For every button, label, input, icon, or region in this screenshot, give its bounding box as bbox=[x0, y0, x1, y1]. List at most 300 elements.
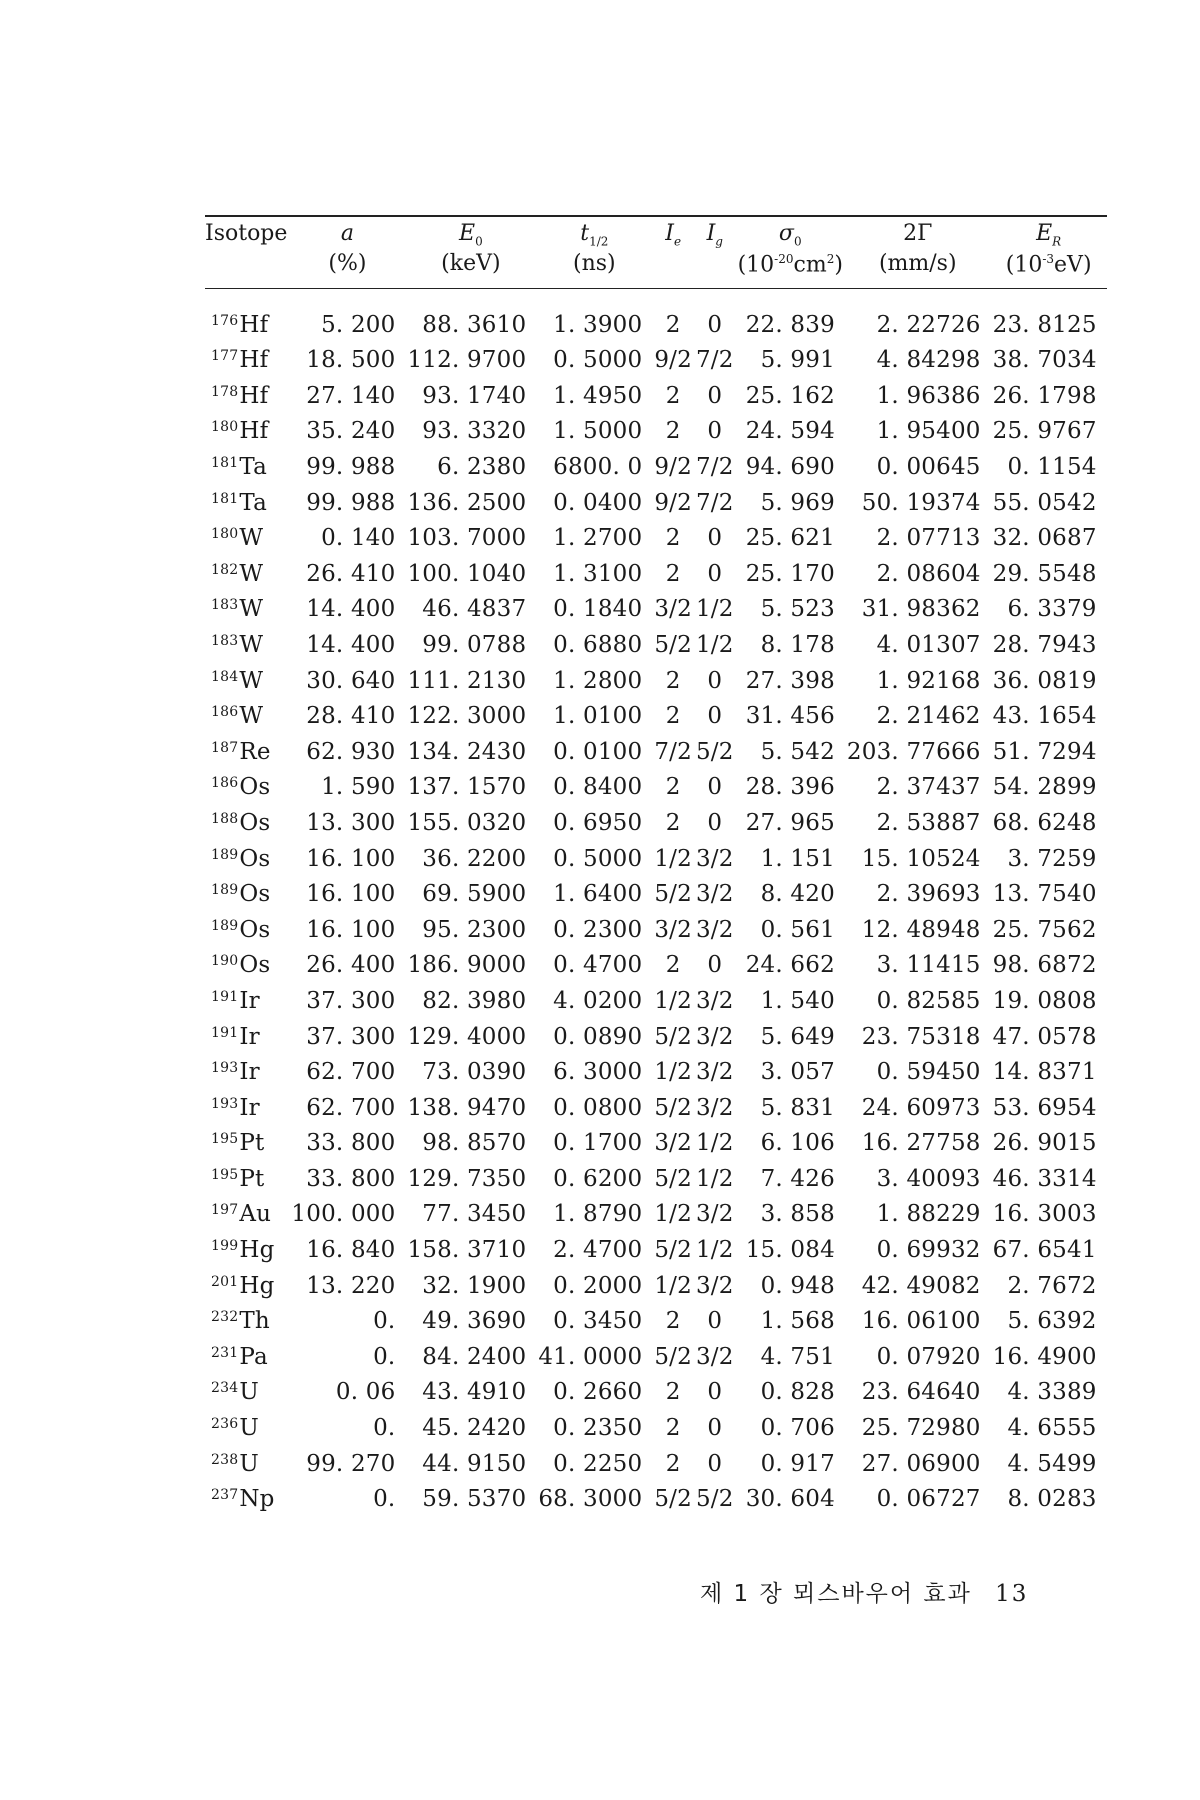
cell-isotope: $^{238}$U bbox=[211, 1450, 259, 1477]
cell-er: 68. 6248 bbox=[992, 809, 1097, 836]
cell-ig: 3/2 bbox=[695, 1094, 734, 1121]
cell-gamma: 31. 98362 bbox=[861, 596, 981, 623]
cell-gamma: 2. 53887 bbox=[876, 809, 981, 836]
cell-gamma: 1. 96386 bbox=[876, 382, 981, 409]
table-row bbox=[205, 948, 1107, 984]
cell-er: 25. 7562 bbox=[992, 916, 1097, 943]
cell-e0: 45. 2420 bbox=[422, 1415, 527, 1442]
cell-t: 0. 1700 bbox=[553, 1130, 643, 1157]
cell-t: 0. 0100 bbox=[553, 738, 643, 765]
cell-e0: 99. 0788 bbox=[422, 631, 527, 658]
page-number: 13 bbox=[995, 1581, 1029, 1607]
cell-sigma: 3. 858 bbox=[760, 1201, 835, 1228]
cell-er: 25. 9767 bbox=[992, 418, 1097, 445]
cell-ie: 2 bbox=[665, 560, 681, 587]
cell-isotope: $^{191}$Ir bbox=[211, 1023, 260, 1050]
cell-isotope: $^{189}$Os bbox=[211, 881, 271, 908]
cell-e0: 77. 3450 bbox=[422, 1201, 527, 1228]
cell-er: 4. 3389 bbox=[1007, 1379, 1097, 1406]
cell-a: 37. 300 bbox=[306, 987, 396, 1014]
cell-e0: 136. 2500 bbox=[407, 489, 527, 516]
cell-er: 67. 6541 bbox=[992, 1237, 1097, 1264]
cell-isotope: $^{177}$Hf bbox=[211, 347, 269, 374]
cell-t: 0. 5000 bbox=[553, 845, 643, 872]
cell-er: 47. 0578 bbox=[992, 1023, 1097, 1050]
cell-gamma: 0. 69932 bbox=[876, 1237, 981, 1264]
cell-gamma: 0. 59450 bbox=[876, 1059, 981, 1086]
cell-e0: 6. 2380 bbox=[437, 454, 527, 480]
cell-er: 55. 0542 bbox=[992, 489, 1097, 516]
cell-ig: 7/2 bbox=[695, 454, 734, 480]
cell-a: 62. 700 bbox=[306, 1059, 396, 1086]
cell-t: 0. 6950 bbox=[553, 809, 643, 836]
cell-isotope: $^{195}$Pt bbox=[211, 1165, 265, 1192]
cell-sigma: 1. 568 bbox=[760, 1308, 835, 1335]
cell-gamma: 42. 49082 bbox=[861, 1272, 981, 1299]
cell-er: 32. 0687 bbox=[992, 525, 1097, 552]
cell-t: 41. 0000 bbox=[538, 1343, 643, 1370]
cell-a: 26. 400 bbox=[306, 952, 396, 979]
cell-t: 0. 2000 bbox=[553, 1272, 643, 1299]
cell-ig: 0 bbox=[707, 525, 723, 552]
cell-ie: 5/2 bbox=[654, 1094, 692, 1121]
cell-ie: 2 bbox=[665, 703, 681, 730]
cell-sigma: 0. 561 bbox=[760, 916, 835, 943]
cell-er: 38. 7034 bbox=[992, 347, 1097, 374]
cell-ig: 1/2 bbox=[695, 1130, 734, 1157]
cell-gamma: 2. 08604 bbox=[876, 560, 981, 587]
cell-a: 0. bbox=[373, 1308, 396, 1335]
cell-sigma: 0. 706 bbox=[760, 1415, 835, 1442]
table-row bbox=[205, 912, 1107, 948]
cell-isotope: $^{234}$U bbox=[211, 1379, 259, 1406]
cell-gamma: 0. 82585 bbox=[876, 987, 981, 1014]
table-row bbox=[205, 806, 1107, 842]
cell-a: 14. 400 bbox=[306, 596, 396, 623]
cell-isotope: $^{193}$Ir bbox=[211, 1094, 260, 1121]
cell-ie: 1/2 bbox=[654, 987, 692, 1014]
table-row bbox=[205, 592, 1107, 628]
cell-er: 0. 1154 bbox=[1007, 454, 1097, 480]
cell-ie: 5/2 bbox=[654, 1165, 692, 1192]
cell-gamma: 16. 06100 bbox=[861, 1308, 981, 1335]
cell-gamma: 4. 01307 bbox=[876, 631, 981, 658]
cell-gamma: 2. 22726 bbox=[876, 311, 981, 338]
cell-ie: 9/2 bbox=[654, 489, 692, 516]
cell-sigma: 5. 523 bbox=[760, 596, 835, 623]
cell-er: 54. 2899 bbox=[992, 774, 1097, 801]
cell-isotope: $^{187}$Re bbox=[211, 738, 271, 765]
cell-a: 37. 300 bbox=[306, 1023, 396, 1050]
cell-er: 13. 7540 bbox=[992, 881, 1097, 908]
cell-ig: 0 bbox=[707, 311, 723, 338]
cell-sigma: 8. 420 bbox=[760, 881, 835, 908]
col-header-ie: $I_e$ bbox=[652, 216, 694, 289]
cell-isotope: $^{180}$W bbox=[211, 525, 264, 552]
table-row bbox=[205, 1411, 1107, 1447]
cell-gamma: 23. 75318 bbox=[861, 1023, 981, 1050]
cell-ie: 2 bbox=[665, 418, 681, 445]
cell-gamma: 1. 95400 bbox=[876, 418, 981, 445]
cell-isotope: $^{186}$Os bbox=[211, 774, 271, 801]
cell-e0: 93. 1740 bbox=[422, 382, 527, 409]
cell-isotope: $^{201}$Hg bbox=[211, 1272, 275, 1299]
cell-t: 1. 2700 bbox=[553, 525, 643, 552]
table-row bbox=[205, 1482, 1107, 1518]
cell-isotope: $^{193}$Ir bbox=[211, 1059, 260, 1086]
cell-ie: 2 bbox=[665, 311, 681, 338]
cell-gamma: 203. 77666 bbox=[846, 738, 981, 765]
cell-e0: 82. 3980 bbox=[422, 987, 527, 1014]
cell-sigma: 15. 084 bbox=[745, 1237, 835, 1264]
cell-sigma: 94. 690 bbox=[745, 454, 835, 480]
cell-a: 0. 06 bbox=[335, 1379, 396, 1406]
cell-a: 28. 410 bbox=[306, 703, 396, 730]
cell-isotope: $^{181}$Ta bbox=[211, 454, 267, 480]
table-row bbox=[205, 1233, 1107, 1269]
cell-ig: 0 bbox=[707, 774, 723, 801]
cell-t: 0. 6880 bbox=[553, 631, 643, 658]
cell-gamma: 50. 19374 bbox=[861, 489, 981, 516]
table-row bbox=[205, 521, 1107, 557]
cell-isotope: $^{183}$W bbox=[211, 596, 264, 623]
cell-sigma: 0. 948 bbox=[760, 1272, 835, 1299]
cell-e0: 69. 5900 bbox=[422, 881, 527, 908]
cell-sigma: 25. 170 bbox=[745, 560, 835, 587]
cell-a: 35. 240 bbox=[306, 418, 396, 445]
cell-t: 0. 0890 bbox=[553, 1023, 643, 1050]
cell-t: 6800. 0 bbox=[553, 454, 643, 480]
cell-gamma: 3. 40093 bbox=[876, 1165, 981, 1192]
cell-sigma: 27. 398 bbox=[745, 667, 835, 694]
cell-ig: 3/2 bbox=[695, 916, 734, 943]
cell-er: 28. 7943 bbox=[992, 631, 1097, 658]
cell-er: 26. 9015 bbox=[992, 1130, 1097, 1157]
cell-e0: 186. 9000 bbox=[407, 952, 527, 979]
cell-sigma: 25. 621 bbox=[745, 525, 835, 552]
cell-isotope: $^{197}$Au bbox=[211, 1201, 272, 1228]
cell-ie: 3/2 bbox=[654, 1130, 692, 1157]
cell-ig: 1/2 bbox=[695, 631, 734, 658]
cell-isotope: $^{180}$Hf bbox=[211, 418, 269, 445]
cell-t: 1. 8790 bbox=[553, 1201, 643, 1228]
table-row bbox=[205, 877, 1107, 913]
cell-ig: 3/2 bbox=[695, 987, 734, 1014]
cell-sigma: 3. 057 bbox=[760, 1059, 835, 1086]
cell-t: 0. 6200 bbox=[553, 1165, 643, 1192]
cell-ig: 0 bbox=[707, 809, 723, 836]
cell-ig: 3/2 bbox=[695, 845, 734, 872]
cell-sigma: 30. 604 bbox=[745, 1486, 835, 1513]
cell-gamma: 12. 48948 bbox=[861, 916, 981, 943]
cell-a: 14. 400 bbox=[306, 631, 396, 658]
col-header-isotope: Isotope bbox=[205, 216, 289, 289]
cell-ie: 5/2 bbox=[654, 1486, 692, 1513]
cell-er: 43. 1654 bbox=[992, 703, 1097, 730]
cell-t: 1. 3100 bbox=[553, 560, 643, 587]
cell-er: 4. 6555 bbox=[1007, 1415, 1097, 1442]
cell-sigma: 5. 831 bbox=[760, 1094, 835, 1121]
cell-t: 0. 1840 bbox=[553, 596, 643, 623]
cell-ig: 3/2 bbox=[695, 881, 734, 908]
cell-a: 100. 000 bbox=[291, 1201, 396, 1228]
cell-a: 16. 100 bbox=[306, 845, 396, 872]
cell-isotope: $^{186}$W bbox=[211, 703, 264, 730]
cell-a: 62. 700 bbox=[306, 1094, 396, 1121]
table-row bbox=[205, 663, 1107, 699]
cell-ie: 2 bbox=[665, 952, 681, 979]
cell-ie: 1/2 bbox=[654, 1059, 692, 1086]
cell-t: 1. 5000 bbox=[553, 418, 643, 445]
cell-er: 14. 8371 bbox=[992, 1059, 1097, 1086]
table-row bbox=[205, 1055, 1107, 1091]
table-row bbox=[205, 414, 1107, 450]
table-row bbox=[205, 1446, 1107, 1482]
cell-sigma: 28. 396 bbox=[745, 774, 835, 801]
cell-gamma: 25. 72980 bbox=[861, 1415, 981, 1442]
cell-e0: 129. 7350 bbox=[407, 1165, 527, 1192]
cell-ig: 3/2 bbox=[695, 1059, 734, 1086]
cell-sigma: 7. 426 bbox=[760, 1165, 835, 1192]
cell-er: 26. 1798 bbox=[992, 382, 1097, 409]
cell-a: 99. 988 bbox=[306, 454, 396, 480]
cell-ie: 1/2 bbox=[654, 1201, 692, 1228]
cell-isotope: $^{182}$W bbox=[211, 560, 264, 587]
cell-t: 0. 4700 bbox=[553, 952, 643, 979]
cell-er: 36. 0819 bbox=[992, 667, 1097, 694]
table-row bbox=[205, 1375, 1107, 1411]
cell-e0: 111. 2130 bbox=[407, 667, 527, 694]
cell-t: 0. 2250 bbox=[553, 1450, 643, 1477]
cell-sigma: 5. 649 bbox=[760, 1023, 835, 1050]
cell-ie: 7/2 bbox=[654, 738, 692, 765]
cell-sigma: 1. 151 bbox=[760, 845, 835, 872]
cell-gamma: 15. 10524 bbox=[861, 845, 981, 872]
cell-ie: 1/2 bbox=[654, 1272, 692, 1299]
cell-t: 0. 8400 bbox=[553, 774, 643, 801]
page-footer bbox=[700, 1575, 1028, 1608]
table-row bbox=[205, 556, 1107, 592]
cell-e0: 158. 3710 bbox=[407, 1237, 527, 1264]
cell-gamma: 24. 60973 bbox=[861, 1094, 981, 1121]
cell-gamma: 23. 64640 bbox=[861, 1379, 981, 1406]
cell-ie: 9/2 bbox=[654, 347, 692, 374]
cell-t: 68. 3000 bbox=[538, 1486, 643, 1513]
cell-ig: 5/2 bbox=[695, 738, 734, 765]
table-row bbox=[205, 984, 1107, 1020]
cell-gamma: 0. 06727 bbox=[876, 1486, 981, 1513]
cell-isotope: $^{195}$Pt bbox=[211, 1130, 265, 1157]
cell-er: 6. 3379 bbox=[1007, 596, 1097, 623]
cell-isotope: $^{181}$Ta bbox=[211, 489, 267, 516]
cell-ie: 5/2 bbox=[654, 1023, 692, 1050]
table-row bbox=[205, 628, 1107, 664]
table-row bbox=[205, 450, 1107, 486]
table-row bbox=[205, 1019, 1107, 1055]
cell-e0: 93. 3320 bbox=[422, 418, 527, 445]
cell-e0: 46. 4837 bbox=[422, 596, 527, 623]
cell-e0: 88. 3610 bbox=[422, 311, 527, 338]
cell-e0: 112. 9700 bbox=[407, 347, 527, 374]
cell-t: 1. 2800 bbox=[553, 667, 643, 694]
cell-a: 0. bbox=[373, 1343, 396, 1370]
cell-t: 6. 3000 bbox=[553, 1059, 643, 1086]
cell-e0: 59. 5370 bbox=[422, 1486, 527, 1513]
cell-er: 3. 7259 bbox=[1007, 845, 1097, 872]
cell-gamma: 2. 21462 bbox=[876, 703, 981, 730]
cell-a: 13. 300 bbox=[306, 809, 396, 836]
cell-ig: 3/2 bbox=[695, 1343, 734, 1370]
table-row bbox=[205, 1340, 1107, 1376]
cell-e0: 129. 4000 bbox=[407, 1023, 527, 1050]
cell-e0: 122. 3000 bbox=[407, 703, 527, 730]
cell-t: 2. 4700 bbox=[553, 1237, 643, 1264]
table-row bbox=[205, 1090, 1107, 1126]
cell-e0: 44. 9150 bbox=[422, 1450, 527, 1477]
cell-ig: 0 bbox=[707, 952, 723, 979]
cell-a: 27. 140 bbox=[306, 382, 396, 409]
cell-sigma: 1. 540 bbox=[760, 987, 835, 1014]
cell-gamma: 3. 11415 bbox=[876, 952, 981, 979]
cell-e0: 155. 0320 bbox=[407, 809, 527, 836]
table-row bbox=[205, 343, 1107, 379]
cell-isotope: $^{237}$Np bbox=[211, 1486, 275, 1513]
cell-a: 99. 270 bbox=[306, 1450, 396, 1477]
cell-ig: 3/2 bbox=[695, 1201, 734, 1228]
cell-a: 16. 840 bbox=[306, 1237, 396, 1264]
cell-ie: 2 bbox=[665, 382, 681, 409]
cell-e0: 36. 2200 bbox=[422, 845, 527, 872]
cell-gamma: 0. 00645 bbox=[876, 454, 981, 480]
cell-t: 1. 6400 bbox=[553, 881, 643, 908]
cell-e0: 32. 1900 bbox=[422, 1272, 527, 1299]
cell-a: 33. 800 bbox=[306, 1165, 396, 1192]
table-row bbox=[205, 1268, 1107, 1304]
cell-ig: 0 bbox=[707, 382, 723, 409]
cell-a: 18. 500 bbox=[306, 347, 396, 374]
cell-ig: 0 bbox=[707, 703, 723, 730]
cell-e0: 43. 4910 bbox=[422, 1379, 527, 1406]
cell-ie: 5/2 bbox=[654, 631, 692, 658]
cell-gamma: 2. 07713 bbox=[876, 525, 981, 552]
table-row bbox=[205, 485, 1107, 521]
cell-e0: 73. 0390 bbox=[422, 1059, 527, 1086]
table-row bbox=[205, 734, 1107, 770]
cell-isotope: $^{189}$Os bbox=[211, 845, 271, 872]
cell-sigma: 27. 965 bbox=[745, 809, 835, 836]
cell-sigma: 25. 162 bbox=[745, 382, 835, 409]
cell-gamma: 27. 06900 bbox=[861, 1450, 981, 1477]
table-row bbox=[205, 770, 1107, 806]
cell-er: 46. 3314 bbox=[992, 1165, 1097, 1192]
cell-t: 0. 2300 bbox=[553, 916, 643, 943]
table-header-row bbox=[205, 216, 1107, 289]
cell-ig: 1/2 bbox=[695, 596, 734, 623]
cell-er: 16. 4900 bbox=[992, 1343, 1097, 1370]
cell-a: 0. bbox=[373, 1415, 396, 1442]
cell-sigma: 24. 662 bbox=[745, 952, 835, 979]
cell-sigma: 5. 969 bbox=[760, 489, 835, 516]
cell-a: 0. 140 bbox=[321, 525, 396, 552]
cell-sigma: 5. 542 bbox=[760, 738, 835, 765]
cell-e0: 103. 7000 bbox=[407, 525, 527, 552]
cell-t: 0. 2660 bbox=[553, 1379, 643, 1406]
cell-t: 1. 0100 bbox=[553, 703, 643, 730]
table-row bbox=[205, 1126, 1107, 1162]
cell-gamma: 1. 92168 bbox=[876, 667, 981, 694]
cell-sigma: 0. 828 bbox=[760, 1379, 835, 1406]
cell-er: 4. 5499 bbox=[1007, 1450, 1097, 1477]
cell-t: 1. 4950 bbox=[553, 382, 643, 409]
cell-er: 19. 0808 bbox=[992, 987, 1097, 1014]
col-header-sigma0: $\sigma_0$ $(10^{-20}cm^2)$ bbox=[736, 216, 845, 289]
cell-ig: 0 bbox=[707, 667, 723, 694]
cell-e0: 84. 2400 bbox=[422, 1343, 527, 1370]
cell-sigma: 8. 178 bbox=[760, 631, 835, 658]
cell-sigma: 6. 106 bbox=[760, 1130, 835, 1157]
cell-gamma: 16. 27758 bbox=[861, 1130, 981, 1157]
cell-a: 13. 220 bbox=[306, 1272, 396, 1299]
cell-ie: 3/2 bbox=[654, 916, 692, 943]
table-row bbox=[205, 841, 1107, 877]
cell-sigma: 4. 751 bbox=[760, 1343, 835, 1370]
cell-a: 62. 930 bbox=[306, 738, 396, 765]
cell-ig: 3/2 bbox=[695, 1272, 734, 1299]
cell-er: 98. 6872 bbox=[992, 952, 1097, 979]
cell-gamma: 2. 39693 bbox=[876, 881, 981, 908]
cell-ig: 0 bbox=[707, 418, 723, 445]
cell-e0: 49. 3690 bbox=[422, 1308, 527, 1335]
cell-e0: 137. 1570 bbox=[407, 774, 527, 801]
cell-ig: 3/2 bbox=[695, 1023, 734, 1050]
cell-ie: 5/2 bbox=[654, 1237, 692, 1264]
cell-isotope: $^{232}$Th bbox=[211, 1308, 270, 1335]
cell-ie: 2 bbox=[665, 809, 681, 836]
cell-gamma: 4. 84298 bbox=[876, 347, 981, 374]
cell-ig: 7/2 bbox=[695, 489, 734, 516]
cell-sigma: 24. 594 bbox=[745, 418, 835, 445]
cell-ig: 0 bbox=[707, 1450, 723, 1477]
cell-sigma: 5. 991 bbox=[760, 347, 835, 374]
cell-isotope: $^{231}$Pa bbox=[211, 1343, 268, 1370]
cell-a: 0. bbox=[373, 1486, 396, 1513]
cell-isotope: $^{189}$Os bbox=[211, 916, 271, 943]
col-header-er: $E_R$ $(10^{-3}eV)$ bbox=[991, 216, 1107, 289]
cell-t: 0. 5000 bbox=[553, 347, 643, 374]
cell-sigma: 0. 917 bbox=[760, 1450, 835, 1477]
col-header-ig: $I_g$ bbox=[694, 216, 736, 289]
cell-a: 16. 100 bbox=[306, 881, 396, 908]
cell-isotope: $^{236}$U bbox=[211, 1415, 259, 1442]
cell-isotope: $^{188}$Os bbox=[211, 809, 271, 836]
table-row bbox=[205, 699, 1107, 735]
cell-isotope: $^{191}$Ir bbox=[211, 987, 260, 1014]
cell-ie: 1/2 bbox=[654, 845, 692, 872]
cell-ie: 2 bbox=[665, 1308, 681, 1335]
cell-er: 23. 8125 bbox=[992, 311, 1097, 338]
col-header-2gamma: 2Γ (mm/s) bbox=[845, 216, 991, 289]
cell-ig: 0 bbox=[707, 1415, 723, 1442]
cell-ig: 5/2 bbox=[695, 1486, 734, 1513]
cell-e0: 138. 9470 bbox=[407, 1094, 527, 1121]
col-header-e0: $E_0$ (keV) bbox=[405, 216, 536, 289]
cell-e0: 100. 1040 bbox=[407, 560, 527, 587]
cell-t: 0. 0400 bbox=[553, 489, 643, 516]
cell-er: 5. 6392 bbox=[1007, 1308, 1097, 1335]
cell-ig: 0 bbox=[707, 560, 723, 587]
cell-a: 33. 800 bbox=[306, 1130, 396, 1157]
chapter-title: 제 1 장 뫼스바우어 효과 bbox=[700, 1581, 972, 1607]
